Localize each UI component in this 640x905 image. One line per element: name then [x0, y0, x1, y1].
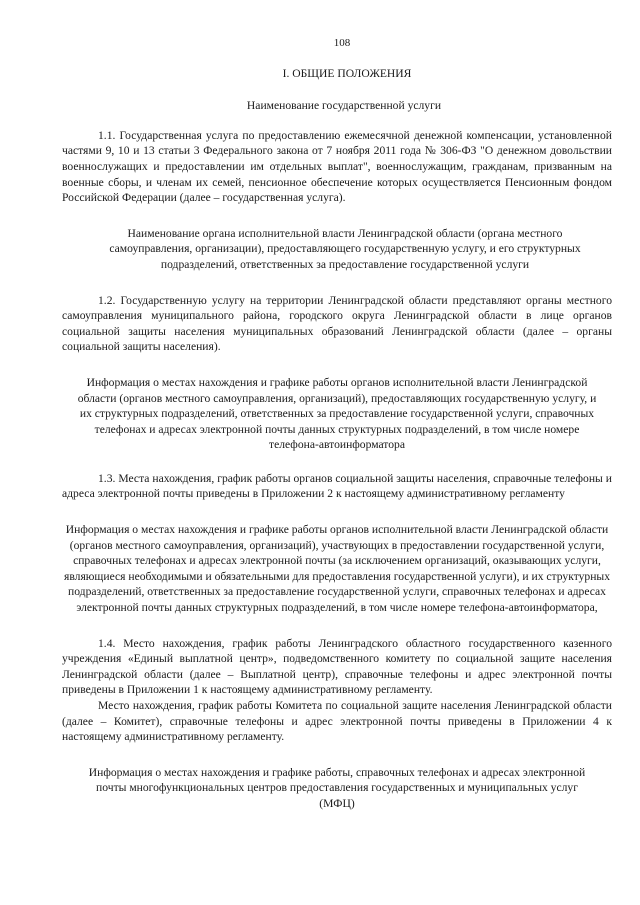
- paragraph-1-4: 1.4. Место нахождения, график работы Ленинградского областного государственного казенного учреждения «Единый выплатной центр», подведомственного комитету по социальной защите населения Ленинградской области (далее – Выплатной центр), справочные телефоны и адрес электронной почты приведены в Приложении 1 к настоящему административному регламенту.: [62, 636, 612, 697]
- heading-authority: Наименование органа исполнительной власти Ленинградской области (органа местного самоуправления, организации), предоставляющего государственную услугу, и его структурных подразделений, ответственных за предоставление государственной услуги: [109, 226, 581, 271]
- section-title: I. ОБЩИЕ ПОЛОЖЕНИЯ: [282, 66, 412, 80]
- page-number: 108: [333, 37, 351, 49]
- paragraph-1-2: 1.2. Государственную услугу на территории Ленинградской области представляют органы местного самоуправления муниципального района, городского округа Ленинградской области в лице органов социальной защиты населения муниципальных образований Ленинградской области (далее – органы социальной защиты населения).: [62, 293, 612, 354]
- paragraph-1-1: 1.1. Государственная услуга по предоставлению ежемесячной денежной компенсации, установленной частями 9, 10 и 13 статьи 3 Федерального закона от 7 ноября 2011 года № 306-ФЗ "О денежном довольствии военнослужащих и предоставлении им отдельных выплат", военнослужащим, гражданам, призванным на военные сборы, и членам их семей, пенсионное обеспечение которых осуществляется Пенсионным фондом Российской Федерации (далее – государственная услуга).: [62, 128, 612, 205]
- paragraph-1-4-committee: Место нахождения, график работы Комитета по социальной защите населения Ленинградской области (далее – Комитет), справочные телефоны и адрес электронной почты приведены в Приложении 4 к настоящему административному регламенту.: [62, 699, 612, 744]
- paragraph-1-3: 1.3. Места нахождения, график работы органов социальной защиты населения, справочные телефоны и адреса электронной почты приведены в Приложении 2 к настоящему административному регламенту: [62, 471, 612, 501]
- document-page: [62, 36, 612, 812]
- heading-info-locations-1: Информация о местах нахождения и графике работы органов исполнительной власти Ленинградской области (органов местного самоуправления, организаций), предоставляющих государственную услугу, и их структурных подразделений, ответственных за предоставление государственной услуги, справочных телефонах и адресах электронной почты данных структурных подразделений, в том числе номере телефона-автоинформатора: [77, 375, 597, 452]
- heading-info-locations-2: Информация о местах нахождения и графике работы органов исполнительной власти Ленинградской области (органов местного самоуправления, организаций), участвующих в предоставлении государственной услуги, справочных телефонах и адресах электронной почты (за исключением организаций, оказывающих услуги, являющиеся необходимыми и обязательными для предоставления государственной услуги), и их структурных подразделений, ответственных за предоставление государственной услуги, справочных телефонах и адресах электронной почты данных структурных подразделений, в том числе номере телефона-автоинформатора,: [64, 523, 610, 615]
- service-name-heading: Наименование государственной услуги: [246, 99, 442, 113]
- heading-mfc: Информация о местах нахождения и графике работы, справочных телефонах и адресах электронной почты многофункциональных центров предоставления государственных и муниципальных услуг (МФЦ): [88, 765, 586, 810]
